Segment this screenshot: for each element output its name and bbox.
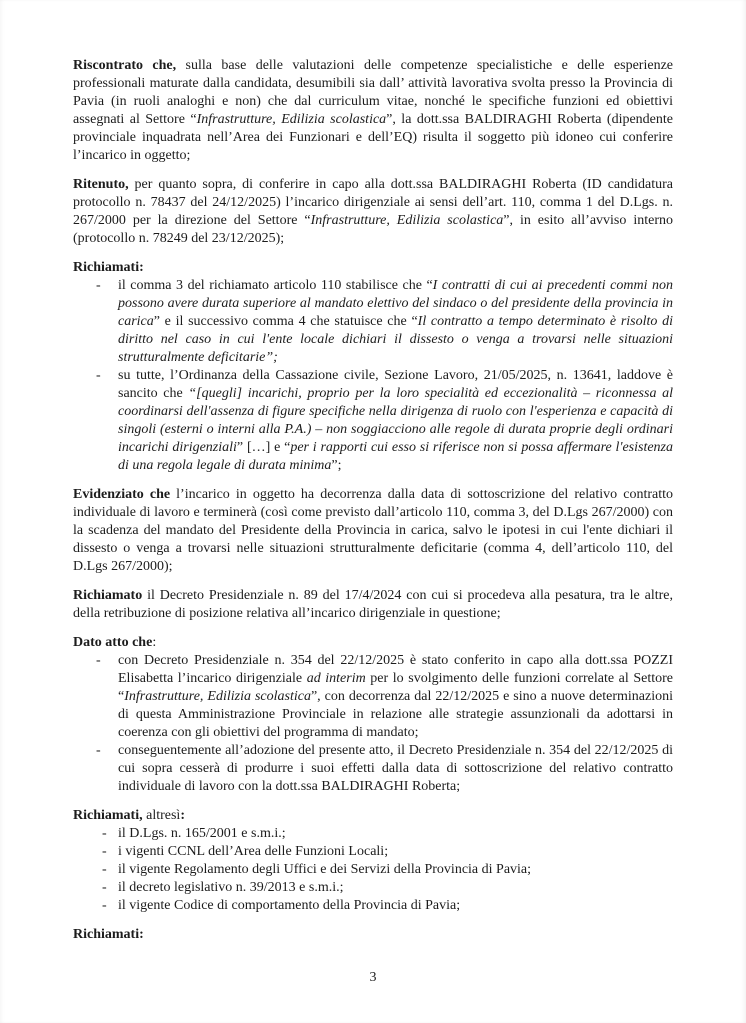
italic-run: Infrastrutture, Edilizia scolastica [196,112,387,127]
dash-marker: - [102,862,107,877]
list-richiamati [73,277,673,475]
italic-run: Il contratto a tempo determinato è risolto di diritto nel caso in cui l'ente locale dichiari il dissesto o venga a trovarsi nelle situazioni strutturalmente deficitarie [118,314,673,365]
list-item-text [118,862,531,877]
heading-dato-atto [73,634,673,652]
list-item [73,897,673,915]
text-run: il D.Lgs. n. 165/2001 e s.m.i.; [118,826,286,841]
bold-run: Richiamati: [73,260,144,275]
list-item [73,861,673,879]
bold-run: : [180,808,185,823]
dash-marker: - [96,368,101,383]
italic-run: Infrastrutture, Edilizia scolastica [310,213,504,228]
list-item [73,277,673,367]
text-run: il comma 3 del richiamato articolo 110 stabilisce che “ [118,278,433,293]
list-item-text [118,743,673,794]
page-number: 3 [369,970,377,985]
dash-marker: - [102,844,107,859]
list-item [73,879,673,897]
list-item-text [118,898,460,913]
heading-richiamati-2 [73,926,673,944]
italic-run: Infrastrutture, Edilizia scolastica [124,689,311,704]
text-run: i vigenti CCNL dell’Area delle Funzioni Locali; [118,844,389,859]
text-run: sulla base delle valutazioni delle competenze specialistiche e delle esperienze professionali maturate dalla candidata, desumibili sia dall’ attività lavorativa svolta presso la Provincia di Pavia (in ruoli analoghi e non) che dal curriculum vitae, nonché le specifiche funzioni ed obiettivi assegnati al Settore “ [73,58,673,127]
text-run: il decreto legislativo n. 39/2013 e s.m.i.; [118,880,344,895]
dash-marker: - [96,743,101,758]
bold-run: Richiamato [73,588,143,603]
text-run: il Decreto Presidenziale n. 89 del 17/4/2024 con cui si procedeva alla pesatura, tra le altre, della retribuzione di posizione relativa all’incarico dirigenziale in questione; [73,588,673,621]
italic-run: per i rapporti cui esso si riferisce non si possa affermare l'esistenza di una regola legale di durata minima [118,440,673,473]
list-item-text [118,278,673,365]
list-richiamati-altresi [73,825,673,915]
bold-run: Riscontrato che, [73,58,177,73]
para-ritenuto [73,176,673,248]
dash-marker: - [102,826,107,841]
list-item [73,367,673,475]
dash-marker: - [96,653,101,668]
dash-marker: - [102,880,107,895]
list-item [73,843,673,861]
dash-marker: - [102,898,107,913]
italic-run: ”; [265,350,278,365]
list-item [73,825,673,843]
heading-richiamati-1 [73,259,673,277]
bold-run: Richiamati, [73,808,143,823]
text-run: ” e il successivo comma 4 che statuisce che “ [153,314,418,329]
list-item [73,742,673,796]
text-run: ”, in esito all’avviso interno (protocollo n. 78249 del 23/12/2025); [73,213,673,246]
text-run: per quanto sopra, di conferire in capo alla dott.ssa BALDIRAGHI Roberta (ID candidatura protocollo n. 78437 del 24/12/2025) l’incarico dirigenziale ai sensi dell’art. 110, comma 1 del D.Lgs. n. 267/2000 per la direzione del Settore “ [73,177,673,228]
text-run: : [152,635,157,650]
text-run: il vigente Regolamento degli Uffici e dei Servizi della Provincia di Pavia; [118,862,532,877]
list-item-text [118,826,286,841]
text-run: ” […] e “ [236,440,291,455]
text-run: su tutte, l’Ordinanza della Cassazione civile, Sezione Lavoro, 21/05/2025, n. 13641, laddove è sancito che [118,368,673,401]
list-item-text [118,368,673,473]
text-run: altresì [142,808,181,823]
italic-run: I contratti di cui ai precedenti commi non possono avere durata superiore al mandato elettivo del sindaco o del presidente della provincia in carica [118,278,674,329]
text-run: ”; [331,458,342,473]
bold-run: Evidenziato che [73,487,171,502]
text-run: l’incarico in oggetto ha decorrenza dalla data di sottoscrizione del relativo contratto individuale di lavoro e terminerà (così come previsto dall’articolo 110, comma 3, del D.Lgs 267/2000) con la scadenza del mandato del Presidente della Provincia in carica, salvo le ipotesi in cui l'ente dichiari il dissesto o venga a trovarsi nelle situazioni strutturalmente deficitarie (comma 4, dell’articolo 110, del D.Lgs 267/2000); [73,487,673,574]
heading-richiamati-altresi [73,807,673,825]
document-body [73,57,673,944]
text-run: ”, la dott.ssa BALDIRAGHI Roberta (dipendente provinciale inquadrata nell’Area dei Funzionari e dell’EQ) risulta il soggetto più idoneo cui conferire l’incarico in oggetto; [73,112,673,163]
para-evidenziato [73,486,673,576]
text-run: per lo svolgimento delle funzioni correlate al Settore “ [118,671,673,704]
text-run: con Decreto Presidenziale n. 354 del 22/12/2025 è stato conferito in capo alla dott.ssa POZZI Elisabetta l’incarico dirigenziale [118,653,673,686]
list-item-text [118,880,344,895]
text-run: il vigente Codice di comportamento della Provincia di Pavia; [118,898,461,913]
list-item [73,652,673,742]
italic-run: “[quegli] incarichi, proprio per la loro specialità ed eccezionalità – riconnessa al coordinarsi dell'assenza di figure specifiche nella dirigenza di ruolo con l'esperienza e capacità di singoli (esterni o interni alla P.A.) – non soggiacciono alle regole di durata proprie degli ordinari incarichi dirigenziali [118,386,673,455]
para-riscontrato [73,57,673,165]
list-item-text [118,844,388,859]
bold-run: Ritenuto, [73,177,129,192]
bold-run: Dato atto che [73,635,153,650]
list-dato-atto [73,652,673,796]
text-run: conseguentemente all’adozione del presente atto, il Decreto Presidenziale n. 354 del 22/12/2025 di cui sopra cesserà di produrre i suoi effetti dalla data di sottoscrizione del relativo contratto individuale di lavoro con la dott.ssa BALDIRAGHI Roberta; [118,743,673,794]
para-richiamato-decreto [73,587,673,623]
dash-marker: - [96,278,101,293]
text-run: ”, con decorrenza dal 22/12/2025 e sino a nuove determinazioni di questa Amministrazione Provinciale in relazione alle strategie assunzionali da adottarsi in coerenza con gli obiettivi del programma di mandato; [118,689,673,740]
bold-run: Richiamati: [73,927,144,942]
italic-run: ad interim [306,671,366,686]
list-item-text [118,653,673,740]
